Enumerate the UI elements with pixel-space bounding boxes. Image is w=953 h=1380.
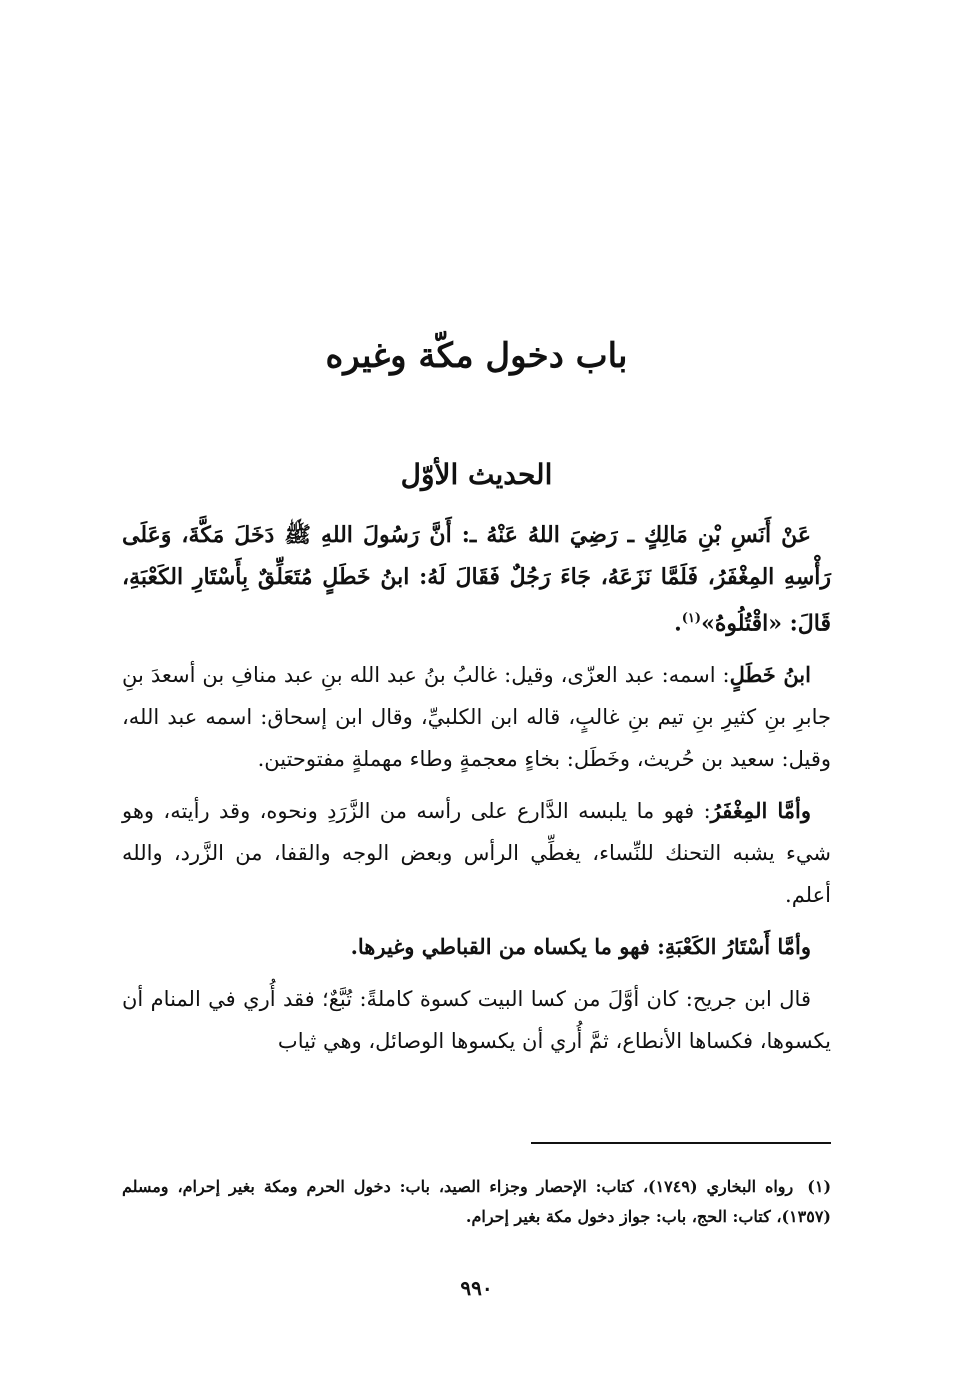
footnotes: [122, 1172, 831, 1232]
footnote-divider: [531, 1142, 831, 1144]
commentary-term: ابنُ خَطَلٍ: [729, 662, 811, 688]
footnote-text: رواه البخاري (١٧٤٩)، كتاب: الإحصار وجزاء الصيد، باب: دخول الحرم ومكة بغير إحرام، ومسلم (١٣٥٧)، كتاب: الحج، باب: جواز دخول مكة بغير إحرام.: [122, 1177, 831, 1226]
page-number: ٩٩٠: [460, 1276, 493, 1300]
chapter-title: باب دخول مكّة وغيره: [325, 336, 628, 376]
commentary-text: : فهو ما يكساه من القباطي وغيرها.: [350, 934, 665, 960]
commentary-term: وأمَّا أَسْتَارُ الكَعْبَةِ: [664, 934, 811, 960]
commentary-paragraph: [122, 926, 831, 968]
hadith-end: .: [674, 610, 682, 637]
commentary-text: قال ابن جريح: كان أوَّلَ من كسا البيت كسوة كاملةً: تُبَّعٌ؛ فقد أُري في المنام أن يكسوها، فكساها الأنطاع، ثمَّ أُري أن يكسوها الوصائل، وهي ثياب: [122, 987, 831, 1054]
hadith-title: الحديث الأوّل: [400, 458, 553, 491]
hadith-main-text: عَنْ أَنَسِ بْنِ مَالِكٍ ـ رَضِيَ اللهُ عَنْهُ ـ: أَنَّ رَسُولَ اللهِ ﷺ دَخَلَ مَكَّةَ، وَعَلَى رَأْسِهِ المِغْفَرُ، فَلَمَّا نَزَعَهُ، جَاءَ رَجُلٌ فَقَالَ لَهُ: ابنُ خَطَلٍ مُتَعَلِّقٌ بِأَسْتَارِ الكَعْبَةِ، قَالَ: «اقْتُلُوهُ»: [122, 522, 831, 637]
commentary-text: : اسمه: عبد العزّى، وقيل: غالبُ بنُ عبد الله بنِ عبد منافِ بن أسعدَ بنِ جابرِ بنِ كثيرِ بنِ تيم بنِ غالبٍ، قاله ابن الكلبيِّ، وقال ابن إسحاق: اسمه عبد الله، وقيل: سعيد بن حُريث، وخَطَل: بخاءٍ معجمةٍ وطاء مهملةٍ مفتوحتين.: [122, 663, 831, 772]
footnote-reference[interactable]: (١): [681, 611, 702, 626]
commentary-paragraph: [122, 978, 831, 1062]
commentary-term: وأمَّا المِغْفَرُ: [710, 798, 811, 824]
commentary-text: : فهو ما يلبسه الدَّارع على رأسه من الزَّرَدِ ونحوه، وقد رأيته، وهو شيء يشبه التحنك للنِّساء، يغطِّي الرأس وبعض الوجه والقفا، من الزَّرد، والله أعلم.: [122, 799, 831, 908]
hadith-text: [122, 514, 831, 644]
commentary-paragraph: [122, 654, 831, 780]
commentary-paragraph: [122, 790, 831, 916]
footnote-item: [122, 1172, 831, 1232]
footnote-number: (١): [807, 1177, 832, 1196]
page-body: [122, 514, 831, 1072]
